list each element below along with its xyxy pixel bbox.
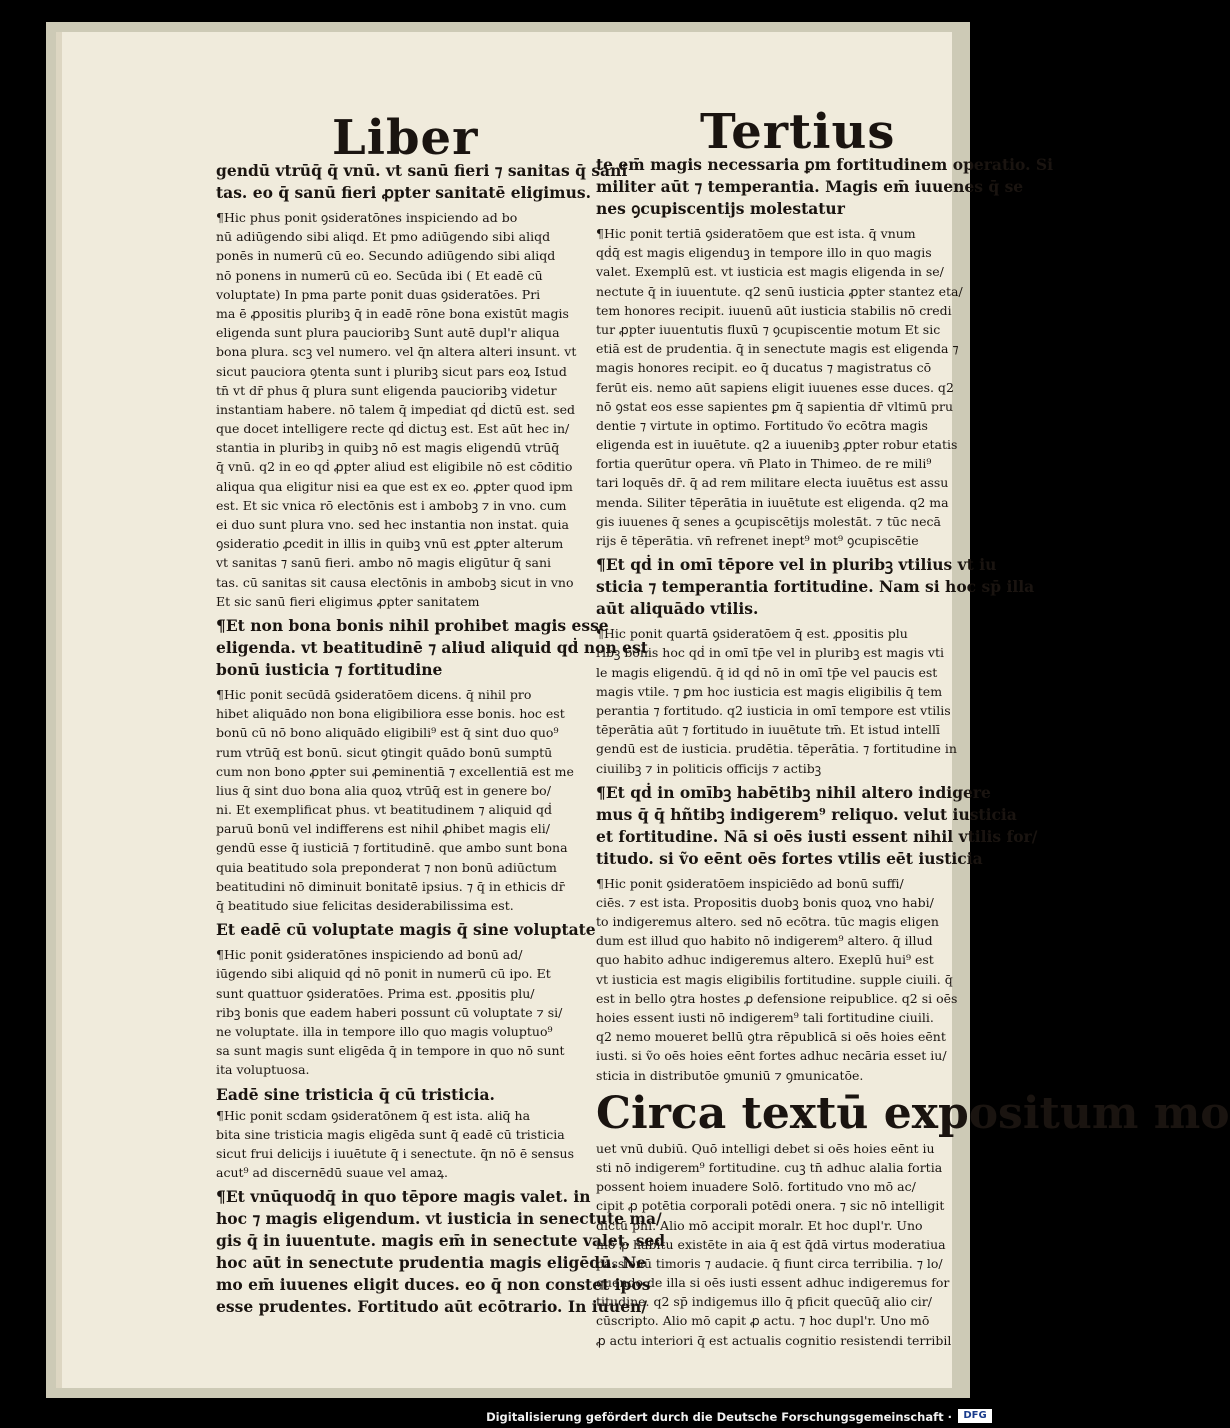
commentary-line: dictū phi. Alio mō accipit moralr. Et hoc dupl'r. Uno bbox=[596, 1217, 923, 1233]
commentary-line: ꝯsideratio ꝓcedit in illis in quibꝫ vnū est ꝓpter alterum bbox=[216, 536, 564, 552]
commentary-line: gendū esse q̄ iusticiā ⁊ fortitudinē. que ambo sunt bona bbox=[216, 840, 568, 856]
commentary-line: to indigeremus altero. sed nō ecōtra. tūc magis eligen bbox=[596, 914, 939, 930]
commentary-line: passionū timoris ⁊ audacie. q̄ fiunt circa terribilia. ⁊ lo/ bbox=[596, 1255, 943, 1271]
commentary-line: sunt quattuor ꝯsideratōes. Prima est. ꝓpositis plu/ bbox=[216, 985, 535, 1001]
commentary-line: ne voluptate. illa in tempore illo quo magis voluptuo⁹ bbox=[216, 1023, 553, 1039]
commentary-line: ¶Hic ponit quartā ꝯsideratōem q̄ est. ꝓpositis plu bbox=[596, 626, 908, 642]
funding-credit: Digitalisierung gefördert durch die Deutsche Forschungsgemeinschaft · bbox=[486, 1410, 952, 1424]
commentary-line: etiā est de prudentia. q̄ in senectute magis est eligenda ⁊ bbox=[596, 341, 959, 357]
lemma-line: te em̄ magis necessaria ꝑm fortitudinem operatio. Si bbox=[596, 155, 1053, 174]
lemma-line: ¶Et non bona bonis nihil prohibet magis esse bbox=[216, 615, 609, 635]
section-heading: Circa textū expositum mo bbox=[596, 1087, 1230, 1139]
commentary-line: gendū est de iusticia. prudētia. tēperātia. ⁊ fortitudine in bbox=[596, 741, 957, 757]
left-text-column bbox=[216, 160, 666, 1318]
commentary-line: stantia in pluribꝫ in quibꝫ nō est magis eligendū vtrūq̄ bbox=[216, 440, 560, 456]
commentary-line: tn̄ vt dr̄ phus q̄ plura sunt eligenda paucioribꝫ videtur bbox=[216, 382, 557, 398]
commentary-line: ferūt eis. nemo aūt sapiens eligit iuuenes esse duces. q2 bbox=[596, 379, 954, 395]
lemma-line: ¶Et qḋ in omībꝫ habētibꝫ nihil altero indigere bbox=[596, 782, 991, 802]
commentary-line: vt iusticia est magis eligibilis fortitudine. supple ciuili. q̄ bbox=[596, 971, 953, 987]
commentary-line: aliqua qua eligitur nisi ea que est ex eo. ꝓpter quod ipm bbox=[216, 478, 573, 494]
page-gutter bbox=[56, 32, 62, 1388]
commentary-line: sticia in distributōe ꝯmuniū ⁊ ꝯmunicatōe. bbox=[596, 1067, 864, 1083]
commentary-line: hibet aliquādo non bona eligibiliora esse bonis. hoc est bbox=[216, 706, 565, 722]
commentary-line: nō ꝯstat eos esse sapientes ꝑm q̄ sapientia dr̄ vltimū pru bbox=[596, 398, 953, 414]
lemma-line: bonū iusticia ⁊ fortitudine bbox=[216, 659, 443, 679]
commentary-line: ciuilibꝫ ⁊ in politicis officijs ⁊ actibꝫ bbox=[596, 760, 822, 776]
commentary-line: magis honores recipit. eo q̄ ducatus ⁊ magistratus cō bbox=[596, 360, 932, 376]
commentary-line: nectute q̄ in iuuentute. q2 senū iusticia ꝓpter stantez eta/ bbox=[596, 283, 963, 299]
commentary-line: tēperātia aūt ⁊ fortitudo in iuuētute tm̄. Et istud intellī bbox=[596, 722, 940, 738]
commentary-line: voluptate) In pma parte ponit duas ꝯsideratōes. Pri bbox=[216, 286, 541, 302]
commentary-line: ciēs. ⁊ est ista. Propositis duobꝫ bonis quoꝝ vno habi/ bbox=[596, 894, 934, 910]
commentary-line: tari loquēs dr̄. q̄ ad rem militare electa iuuētus est assu bbox=[596, 475, 949, 491]
lemma-line: sticia ⁊ temperantia fortitudine. Nam si hoc sp̄ illa bbox=[596, 577, 1035, 597]
commentary-line: ¶Hic ponit tertiā ꝯsideratōem que est ista. q̄ vnum bbox=[596, 226, 916, 241]
lemma-line: eligenda. vt beatitudinē ⁊ aliud aliquid qḋ non est bbox=[216, 637, 648, 657]
commentary-line: q̄ vnū. q2 in eo qḋ ꝓpter aliud est eligibile nō est cōditio bbox=[216, 459, 573, 475]
commentary-line: bonū cū nō bono aliquādo eligibili⁹ est q̄ sint duo quo⁹ bbox=[216, 725, 559, 741]
commentary-line: tem honores recipit. iuuenū aūt iusticia stabilis nō credi bbox=[596, 302, 952, 318]
running-title-right: Tertius bbox=[700, 104, 896, 160]
commentary-line: tur ꝓpter iuuentutis fluxū ⁊ ꝯcupiscentie motum Et sic bbox=[596, 321, 941, 337]
commentary-line: sicut frui delicijs i iuuētute q̄ i senectute. q̄n nō ē sensus bbox=[216, 1145, 575, 1161]
commentary-line: ¶Hic ponit scdam ꝯsideratōnem q̄ est ista. aliq̄ ha bbox=[216, 1107, 531, 1123]
lemma-line: ¶Et vnūquodq̄ in quo tēpore magis valet. in bbox=[216, 1187, 591, 1207]
commentary-line: ribꝫ bonis hoc qḋ in omī tp̄e vel in pluribꝫ est magis vti bbox=[596, 645, 945, 661]
lemma-line: militer aūt ⁊ temperantia. Magis em̄ iuuenes q̄ se bbox=[596, 177, 1024, 196]
dfg-logo: DFG bbox=[958, 1409, 992, 1423]
right-text-column bbox=[596, 154, 1230, 1350]
commentary-line: eligenda est in iuuētute. q2 a iuuenibꝫ ꝓpter robur etatis bbox=[596, 437, 958, 453]
lemma-line: gis q̄ in iuuentute. magis em̄ in senectute valet. sed bbox=[216, 1231, 666, 1251]
commentary-line: cum non bono ꝓpter sui ꝓeminentiā ⁊ excellentiā est me bbox=[216, 763, 574, 779]
commentary-line: ma ē ꝓpositis pluribꝫ q̄ in eadē rōne bona existūt magis bbox=[216, 305, 569, 321]
commentary-line: ita voluptuosa. bbox=[216, 1062, 310, 1078]
lemma-line: aūt aliquādo vtilis. bbox=[596, 599, 759, 619]
lemma-line: titudo. si ṽo eēnt oēs fortes vtilis eēt iusticia bbox=[596, 848, 983, 868]
commentary-line: ¶Hic phus ponit ꝯsideratōnes inspiciendo ad bo bbox=[216, 210, 518, 225]
commentary-line: Et sic sanū fieri eligimus ꝓpter sanitatem bbox=[216, 593, 480, 609]
commentary-line: paruū bonū vel indifferens est nihil ꝓhibet magis eli/ bbox=[216, 821, 550, 837]
commentary-line: cūscripto. Alio mō capit ꝓ actu. ⁊ hoc dupl'r. Uno mō bbox=[596, 1313, 930, 1329]
commentary-line: cipit ꝓ potētia corporali potēdi onera. ⁊ sic nō intelligit bbox=[596, 1198, 945, 1214]
commentary-line: bita sine tristicia magis eligēda sunt q̄ eadē cū tristicia bbox=[216, 1126, 565, 1142]
commentary-line: fortia querūtur opera. vn̄ Plato in Thimeo. de re mili⁹ bbox=[596, 456, 932, 472]
lemma-line: mus q̄ q̄ hñtibꝫ indigerem⁹ reliquo. velut iusticia bbox=[596, 804, 1017, 824]
commentary-line: vt sanitas ⁊ sanū fieri. ambo nō magis eligūtur q̄ sani bbox=[216, 555, 552, 571]
lemma-line: et fortitudine. Nā si oēs iusti essent nihil vtilis for/ bbox=[596, 826, 1038, 846]
lemma-line: esse prudentes. Fortitudo aūt ecōtrario. In iuuen/ bbox=[216, 1297, 647, 1317]
commentary-line: quia beatitudo sola preponderat ⁊ non bonū adiūctum bbox=[216, 859, 557, 875]
commentary-line: lius q̄ sint duo bona alia quoꝝ vtrūq̄ est in genere bo/ bbox=[216, 782, 551, 798]
commentary-line: q̄ beatitudo siue felicitas desiderabilissima est. bbox=[216, 898, 514, 913]
commentary-line: mō ꝓ habitu existēte in aia q̄ est q̄dā virtus moderatiua bbox=[596, 1236, 946, 1252]
commentary-line: perantia ⁊ fortitudo. q2 iusticia in omī tempore est vtilis bbox=[596, 702, 951, 718]
commentary-line: acut⁹ ad discernēdū suaue vel amaꝝ. bbox=[216, 1165, 448, 1181]
commentary-line: magis vtile. ⁊ ꝑm hoc iusticia est magis eligibilis q̄ tem bbox=[596, 683, 943, 699]
lemma-line: hoc ⁊ magis eligendum. vt iusticia in senectute ma/ bbox=[216, 1209, 662, 1229]
commentary-line: dum est illud quo habito nō indigerem⁹ altero. q̄ illud bbox=[596, 933, 933, 949]
commentary-line: iusti. si ṽo oēs hoies eēnt fortes adhuc necāria esset iu/ bbox=[596, 1048, 947, 1064]
commentary-line: titudine. q2 sp̄ indigemus illo q̄ pficit quecūq̄ alio cir/ bbox=[596, 1294, 932, 1310]
commentary-line: ni. Et exemplificat phus. vt beatitudinem ⁊ aliquid qḋ bbox=[216, 802, 553, 818]
lemma-line: nes ꝯcupiscentijs molestatur bbox=[596, 199, 845, 218]
commentary-line: beatitudini nō diminuit bonitatē ipsius. ⁊ q̄ in ethicis dr̄ bbox=[216, 878, 565, 894]
lemma-line: Et eadē cū voluptate magis q̄ sine voluptate bbox=[216, 920, 596, 940]
commentary-line: ¶Hic ponit secūdā ꝯsideratōem dicens. q̄ nihil pro bbox=[216, 686, 532, 702]
commentary-line: uet vnū dubiū. Quō intelligi debet si oēs hoies eēnt iu bbox=[596, 1140, 935, 1156]
commentary-line: ꝓ actu interiori q̄ est actualis cognitio resistendi terribil bbox=[596, 1332, 952, 1348]
commentary-line: hoies essent iusti nō indigerem⁹ tali fortitudine ciuili. bbox=[596, 1010, 934, 1025]
commentary-line: le magis eligendū. q̄ id qḋ nō in omī tp̄e vel paucis est bbox=[596, 664, 938, 680]
commentary-line: rum vtrūq̄ est bonū. sicut ꝯtingit quādo bonū sumptū bbox=[216, 744, 553, 760]
running-title-left: Liber bbox=[332, 110, 479, 166]
lemma-line: tas. eo q̄ sanū fieri ꝓpter sanitatē eligimus. bbox=[216, 183, 591, 202]
commentary-line: que docet intelligere recte qḋ dictuꝫ est. Est aūt hec in/ bbox=[216, 421, 570, 437]
commentary-line: sicut pauciora ꝯtenta sunt i pluribꝫ sicut pars eoꝝ Istud bbox=[216, 363, 567, 379]
lemma-line: ¶Et qḋ in omī tēpore vel in pluribꝫ vtilius vt iu bbox=[596, 555, 997, 575]
commentary-line: gis iuuenes q̄ senes a ꝯcupiscētijs molestāt. ⁊ tūc necā bbox=[596, 513, 941, 529]
footer-bar bbox=[0, 1404, 1000, 1428]
lemma-line: hoc aūt in senectute prudentia magis eligēdū. Ne bbox=[216, 1253, 647, 1273]
commentary-line: ponēs in numerū cū eo. Secundo adiūgendo sibi aliqd bbox=[216, 248, 556, 264]
commentary-line: quo habito adhuc indigeremus altero. Exeplū hui⁹ est bbox=[596, 952, 934, 968]
commentary-line: est in bello ꝯtra hostes ꝓ defensione reipublice. q2 si oēs bbox=[596, 990, 958, 1006]
commentary-line: dentie ⁊ virtute in optimo. Fortitudo ṽo ecōtra magis bbox=[596, 417, 928, 433]
commentary-line: est. Et sic vnica rō electōnis est i ambobꝫ ⁊ in vno. cum bbox=[216, 497, 567, 513]
commentary-line: possent hoiem inuadere Solō. fortitudo vno mō ac/ bbox=[596, 1179, 916, 1195]
commentary-line: eligenda sunt plura paucioribꝫ Sunt autē dupl'r aliqua bbox=[216, 325, 560, 341]
lemma-line: gendū vtrūq̄ q̄ vnū. vt sanū fieri ⁊ sanitas q̄ sani bbox=[216, 161, 628, 180]
lemma-line: Eadē sine tristicia q̄ cū tristicia. bbox=[216, 1084, 495, 1104]
commentary-line: menda. Siliter tēperātia in iuuētute est eligenda. q2 ma bbox=[596, 494, 949, 510]
commentary-line: instantiam habere. nō talem q̄ impediat qḋ dictū est. sed bbox=[216, 401, 576, 417]
commentary-line: rijs ē tēperātia. vn̄ refrenet inept⁹ mot⁹ ꝯcupiscētie bbox=[596, 533, 919, 548]
commentary-line: q2 nemo moueret bellū ꝯtra rēpublicā si oēs hoies eēnt bbox=[596, 1029, 946, 1045]
commentary-line: sti nō indigerem⁹ fortitudine. cuꝫ tn̄ adhuc alalia fortia bbox=[596, 1159, 943, 1175]
commentary-line: qḋq̄ est magis eligenduꝫ in tempore illo in quo magis bbox=[596, 245, 932, 261]
commentary-line: tas. cū sanitas sit causa electōnis in ambobꝫ sicut in vno bbox=[216, 574, 574, 590]
commentary-line: quendo de illa si oēs iusti essent adhuc indigeremus for bbox=[596, 1275, 950, 1291]
commentary-line: iūgendo sibi aliquid qḋ nō ponit in numerū cū ipo. Et bbox=[216, 966, 551, 982]
commentary-line: ¶Hic ponit ꝯsideratōem inspiciēdo ad bonū suffi/ bbox=[596, 875, 904, 891]
commentary-line: ¶Hic ponit ꝯsideratōnes inspiciendo ad bonū ad/ bbox=[216, 947, 523, 963]
commentary-line: valet. Exemplū est. vt iusticia est magis eligenda in se/ bbox=[596, 264, 944, 280]
lemma-line: mo em̄ iuuenes eligit duces. eo q̄ non constet ipos bbox=[216, 1275, 651, 1295]
commentary-line: nō ponens in numerū cū eo. Secūda ibi ( Et eadē cū bbox=[216, 267, 543, 283]
commentary-line: bona plura. scꝫ vel numero. vel q̄n altera alteri insunt. vt bbox=[216, 344, 577, 360]
commentary-line: ribꝫ bonis que eadem haberi possunt cū voluptate ⁊ si/ bbox=[216, 1004, 563, 1020]
commentary-line: nū adiūgendo sibi aliqd. Et pmo adiūgendo sibi aliqd bbox=[216, 229, 551, 245]
commentary-line: ei duo sunt plura vno. sed hec instantia non instat. quia bbox=[216, 517, 569, 532]
commentary-line: sa sunt magis sunt eligēda q̄ in tempore in quo nō sunt bbox=[216, 1043, 565, 1059]
